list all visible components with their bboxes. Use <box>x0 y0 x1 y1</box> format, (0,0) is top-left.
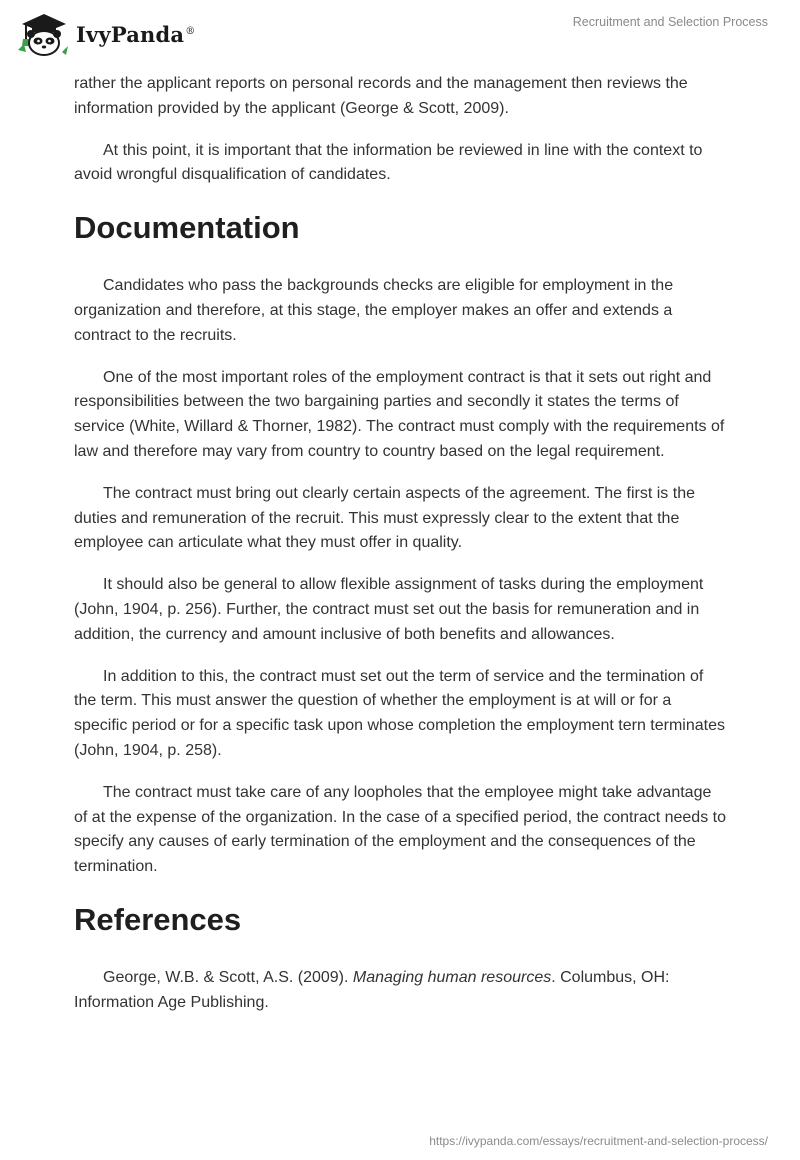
section-heading-documentation: Documentation <box>74 210 300 246</box>
paragraph-intro-continued: rather the applicant reports on personal records and the management then reviews the information provided by the applicant (George & Scott, 2009). <box>74 75 688 117</box>
paragraph: Candidates who pass the backgrounds checks are eligible for employment in the organization and therefore, at this stage, the employer makes an offer and extends a contract to the recruits. <box>74 277 674 344</box>
ivypanda-logo[interactable] <box>14 10 195 58</box>
paragraph: It should also be general to allow flexible assignment of tasks during the employment (John, 1904, p. 256). Further, the contract must set out the basis for remuneration and in addition, the currency and amount inclusive of both benefits and allowances. <box>74 576 704 643</box>
paragraph: The contract must take care of any loopholes that the employee might take advantage of at the expense of the organization. In the case of a specified period, the contract needs to specify any causes of early termination of the employment and the consequences of the termination. <box>74 783 726 876</box>
paragraph-intro-2: At this point, it is important that the information be reviewed in line with the context to avoid wrongful disqualification of candidates. <box>74 141 703 184</box>
reference-title: Managing human resources <box>352 968 552 986</box>
paragraph: One of the most important roles of the employment contract is that it sets out right and responsibilities between the two bargaining parties and secondly it states the terms of service (White, Willard & Thorner, 1982). The contract must comply with the requirements of law and therefore may vary from country to country based on the legal requirement. <box>74 368 725 460</box>
panda-graduate-icon <box>14 10 70 58</box>
brand-name: IvyPanda® <box>76 21 196 47</box>
paragraph: In addition to this, the contract must set out the term of service and the termination of the term. This must answer the question of whether the employment is at will or for a specific period or for a specific task upon whose completion the employment tern terminates (John, 1904, p. 258). <box>74 667 725 759</box>
paragraph: The contract must bring out clearly certain aspects of the agreement. The first is the duties and remuneration of the recruit. This must expressly clear to the extent that the employee can articulate what they must offer in quality. <box>74 484 695 552</box>
document-title: Recruitment and Selection Process <box>572 15 768 29</box>
reference-entry: George, W.B. & Scott, A.S. (2009). Managing human resources. Columbus, OH: Information Age Publishing. <box>74 968 670 1011</box>
section-heading-references: References <box>74 901 242 937</box>
source-url[interactable]: https://ivypanda.com/essays/recruitment-and-selection-process/ <box>429 1134 768 1148</box>
essay-body <box>74 72 726 1033</box>
page-header <box>0 0 800 70</box>
